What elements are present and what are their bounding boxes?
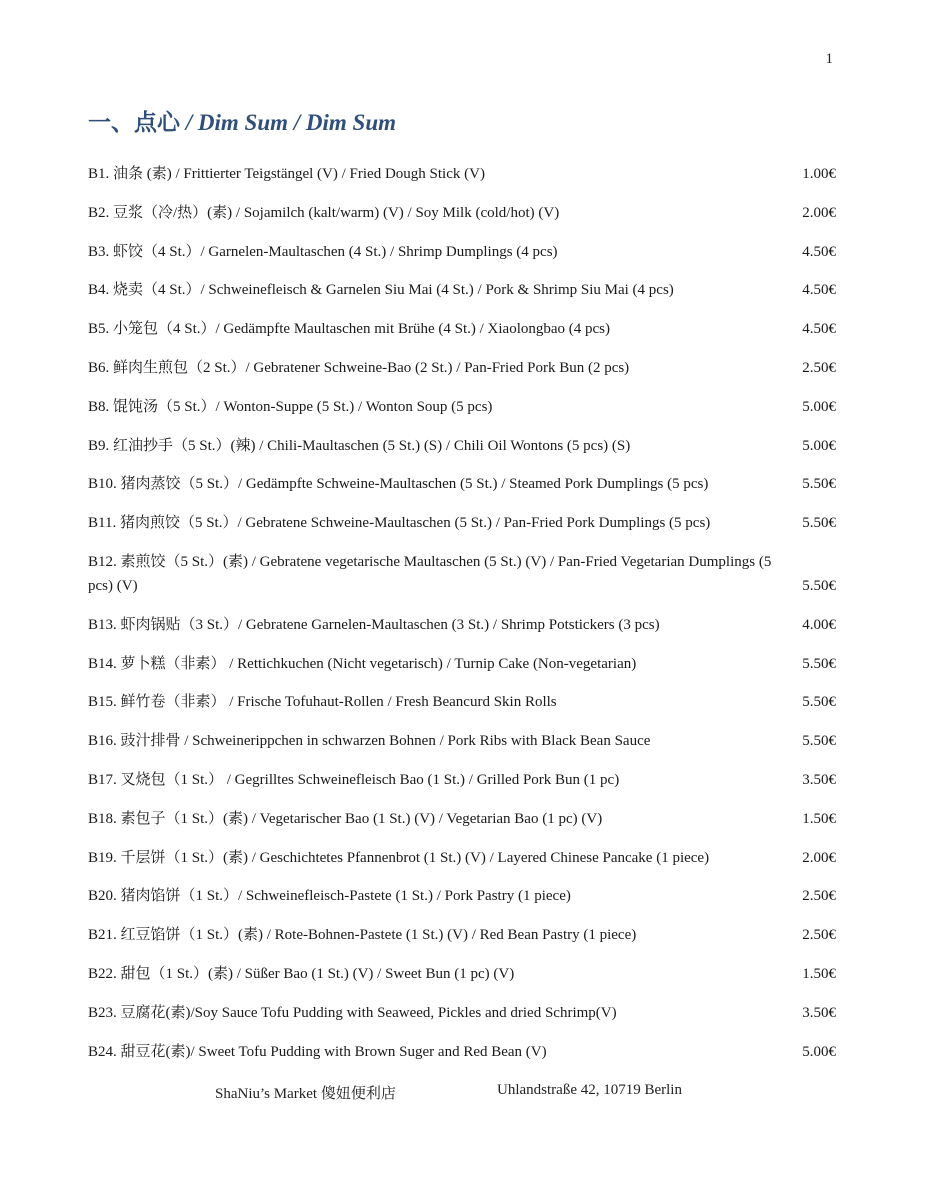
item-name: B9. 红油抄手（5 St.）(辣) / Chili-Maultaschen (5 St.) (S) / Chili Oil Wontons (5 pcs) (S)	[88, 437, 631, 454]
menu-item	[88, 550, 836, 598]
item-name: B17. 叉烧包（1 St.） / Gegrilltes Schweinefleisch Bao (1 St.) / Grilled Pork Bun (1 pc)	[88, 771, 620, 788]
menu-item	[88, 962, 836, 986]
item-name: B15. 鲜竹卷（非素） / Frische Tofuhaut-Rollen / Fresh Beancurd Skin Rolls	[88, 694, 557, 711]
item-price: 2.50€	[802, 359, 836, 376]
item-name: B3. 虾饺（4 St.）/ Garnelen-Maultaschen (4 St.) / Shrimp Dumplings (4 pcs)	[88, 243, 558, 260]
item-name: B16. 豉汁排骨 / Schweinerippchen in schwarzen Bohnen / Pork Ribs with Black Bean Sauce	[88, 733, 651, 750]
item-price: 2.00€	[802, 849, 836, 866]
menu-item	[88, 884, 836, 908]
menu-item	[88, 472, 836, 496]
item-name: B13. 虾肉锅贴（3 St.）/ Gebratene Garnelen-Maultaschen (3 St.) / Shrimp Potstickers (3 pcs)	[88, 616, 660, 633]
item-price: 5.50€	[802, 476, 836, 493]
item-name: B8. 馄饨汤（5 St.）/ Wonton-Suppe (5 St.) / Wonton Soup (5 pcs)	[88, 398, 493, 415]
item-price: 5.50€	[802, 655, 836, 672]
menu-item	[88, 278, 836, 302]
section-heading	[88, 104, 396, 137]
menu-item	[88, 729, 836, 753]
item-price: 5.50€	[802, 694, 836, 711]
item-name: B22. 甜包（1 St.）(素) / Süßer Bao (1 St.) (V) / Sweet Bun (1 pc) (V)	[88, 965, 515, 982]
menu-item	[88, 356, 836, 380]
item-price: 4.00€	[802, 616, 836, 633]
item-name: B20. 猪肉馅饼（1 St.）/ Schweinefleisch-Pastete (1 St.) / Pork Pastry (1 piece)	[88, 888, 571, 905]
section-heading-text: / Dim Sum / Dim Sum	[180, 110, 397, 135]
item-price: 5.50€	[802, 733, 836, 750]
item-price: 2.00€	[802, 204, 836, 221]
item-name: B21. 红豆馅饼（1 St.）(素) / Rote-Bohnen-Pastete (1 St.) (V) / Red Bean Pastry (1 piece)	[88, 927, 637, 944]
menu-item	[88, 1040, 836, 1064]
menu-item	[88, 240, 836, 264]
item-name: B1. 油条 (素) / Frittierter Teigstängel (V) / Fried Dough Stick (V)	[88, 166, 485, 182]
menu-list	[88, 162, 836, 1078]
item-name: B10. 猪肉蒸饺（5 St.）/ Gedämpfte Schweine-Maultaschen (5 St.) / Steamed Pork Dumplings (5 pcs)	[88, 476, 709, 493]
item-price: 4.50€	[802, 321, 836, 338]
item-name: B4. 烧卖（4 St.）/ Schweinefleisch & Garnelen Siu Mai (4 St.) / Pork & Shrimp Siu Mai (4 pcs)	[88, 282, 674, 299]
item-price: 1.00€	[802, 166, 836, 182]
item-name: B5. 小笼包（4 St.）/ Gedämpfte Maultaschen mit Brühe (4 St.) / Xiaolongbao (4 pcs)	[88, 321, 611, 338]
item-price: 2.50€	[802, 888, 836, 905]
item-price: 2.50€	[802, 927, 836, 944]
item-price: 3.50€	[802, 771, 836, 788]
item-price: 4.50€	[802, 282, 836, 299]
menu-item	[88, 317, 836, 341]
footer-shop-name: ShaNiu’s Market 傻妞便利店	[215, 1086, 396, 1102]
item-name: B19. 千层饼（1 St.）(素) / Geschichtetes Pfannenbrot (1 St.) (V) / Layered Chinese Pancake (1 piece)	[88, 849, 710, 866]
menu-item	[88, 434, 836, 458]
item-price: 5.00€	[802, 437, 836, 454]
menu-item	[88, 690, 836, 714]
menu-item	[88, 395, 836, 419]
item-name: B11. 猪肉煎饺（5 St.）/ Gebratene Schweine-Maultaschen (5 St.) / Pan-Fried Pork Dumplings (5 pcs)	[88, 515, 711, 532]
item-name: B2. 豆浆（冷/热）(素) / Sojamilch (kalt/warm) (V) / Soy Milk (cold/hot) (V)	[88, 204, 560, 221]
menu-item	[88, 201, 836, 225]
item-name: B12. 素煎饺（5 St.）(素) / Gebratene vegetarische Maultaschen (5 St.) (V) / Pan-Fried Vegetarian Dumplings (5 pcs) (V)	[88, 553, 772, 594]
item-price: 3.50€	[802, 1004, 836, 1021]
page-number: 1	[825, 51, 833, 67]
menu-item	[88, 1001, 836, 1025]
item-price: 5.00€	[802, 398, 836, 415]
menu-item	[88, 923, 836, 947]
item-price: 5.50€	[802, 515, 836, 532]
item-name: B24. 甜豆花(素)/ Sweet Tofu Pudding with Brown Suger and Red Bean (V)	[88, 1043, 547, 1060]
section-heading-zh: 一、点心	[88, 110, 180, 135]
item-price: 4.50€	[802, 243, 836, 260]
menu-item	[88, 768, 836, 792]
menu-item	[88, 652, 836, 676]
menu-item	[88, 846, 836, 870]
item-price: 1.50€	[802, 810, 836, 827]
footer-address: Uhlandstraße 42, 10719 Berlin	[497, 1082, 682, 1098]
menu-item	[88, 511, 836, 535]
item-price: 5.50€	[802, 577, 836, 594]
menu-item	[88, 613, 836, 637]
menu-item	[88, 162, 836, 186]
menu-item	[88, 807, 836, 831]
item-name: B6. 鲜肉生煎包（2 St.）/ Gebratener Schweine-Bao (2 St.) / Pan-Fried Pork Bun (2 pcs)	[88, 359, 630, 376]
item-name: B23. 豆腐花(素)/Soy Sauce Tofu Pudding with Seaweed, Pickles and dried Schrimp(V)	[88, 1004, 617, 1021]
item-name: B14. 萝卜糕（非素） / Rettichkuchen (Nicht vegetarisch) / Turnip Cake (Non-vegetarian)	[88, 655, 637, 672]
item-name: B18. 素包子（1 St.）(素) / Vegetarischer Bao (1 St.) (V) / Vegetarian Bao (1 pc) (V)	[88, 810, 603, 827]
item-price: 1.50€	[802, 965, 836, 982]
item-price: 5.00€	[802, 1043, 836, 1060]
